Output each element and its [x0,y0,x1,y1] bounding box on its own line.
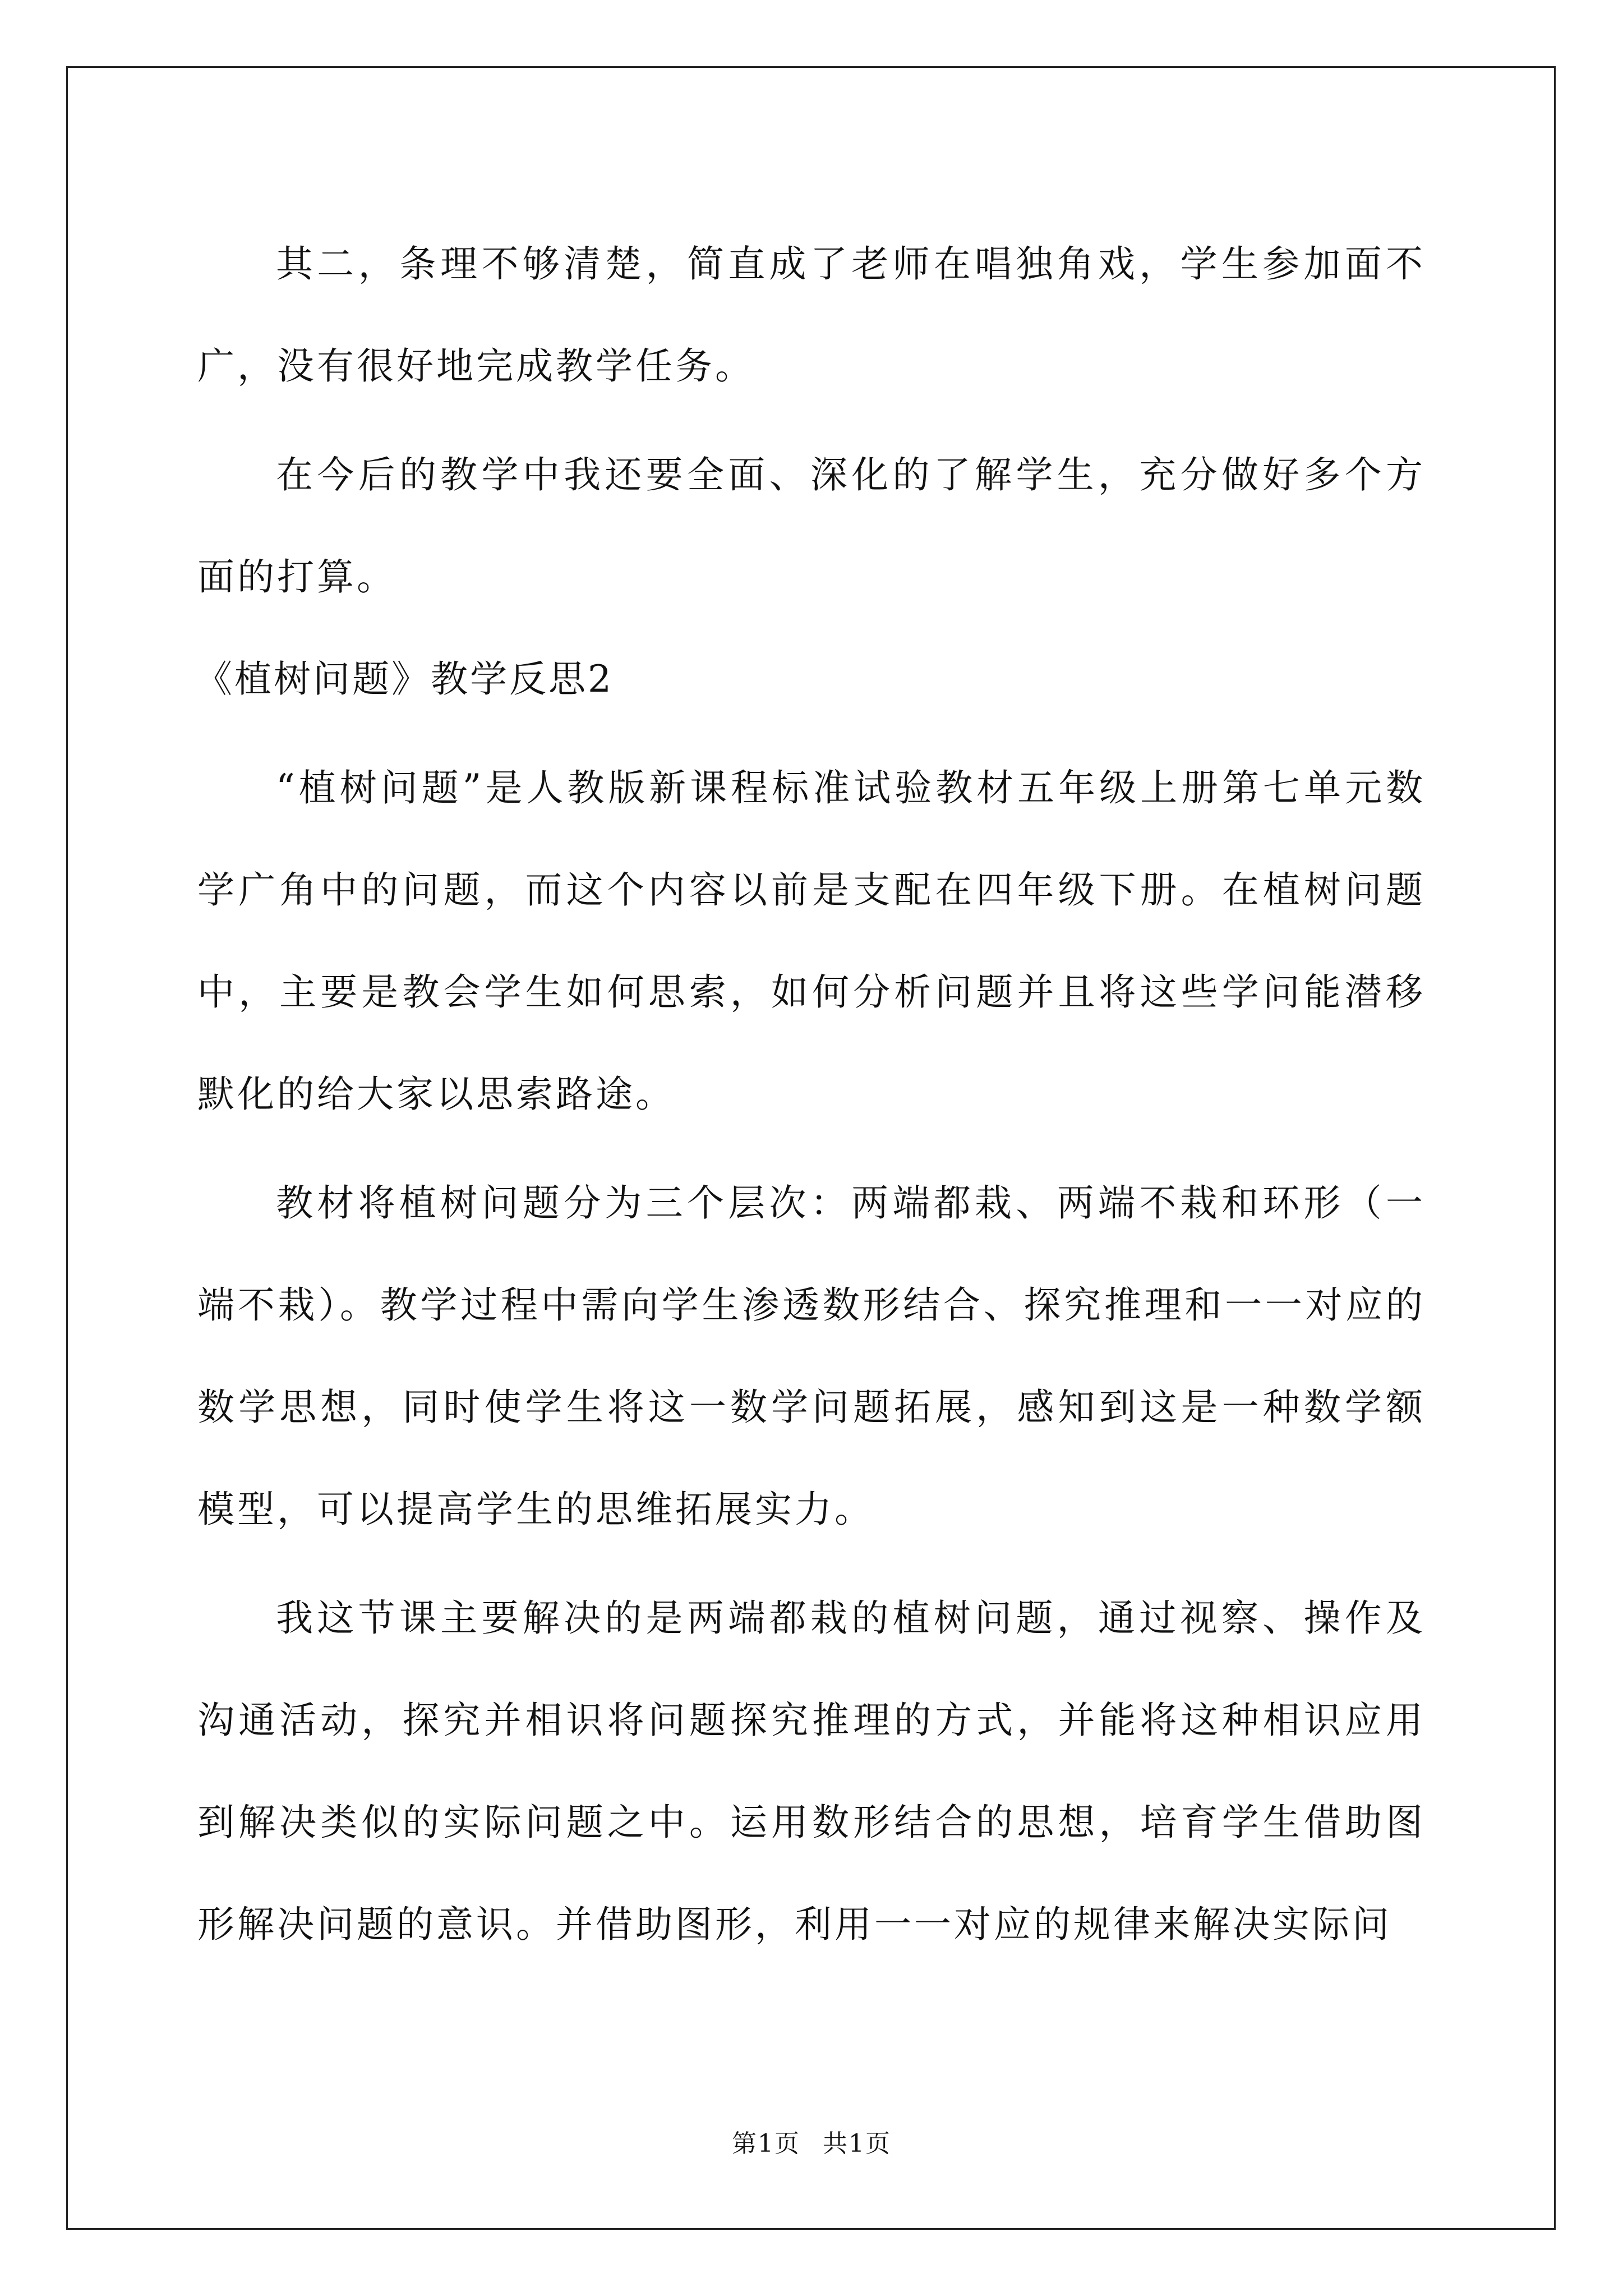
paragraph: “植树问题”是人教版新课程标准试验教材五年级上册第七单元数学广角中的问题，而这个内容以前是支配在四年级下册。在植树问题中，主要是教会学生如何思索，如何分析问题并且将这些学问能潜移默化的给大家以思索路途。 [197,766,1426,1116]
paragraph: 其二，条理不够清楚，简直成了老师在唱独角戏，学生参加面不广，没有很好地完成教学任务。 [197,242,1426,388]
paragraph: 教材将植树问题分为三个层次：两端都栽、两端不栽和环形（一端不栽）。教学过程中需向学生渗透数形结合、探究推理和一一对应的数学思想，同时使学生将这一数学问题拓展，感知到这是一种数学额模型，可以提高学生的思维拓展实力。 [197,1181,1426,1531]
section-heading: 《植树问题》教学反思2 [195,657,614,701]
page-number: 第1页 [732,2129,800,2158]
paragraph: 我这节课主要解决的是两端都栽的植树问题，通过视察、操作及沟通活动，探究并相识将问题探究推理的方式，并能将这种相识应用到解决类似的实际问题之中。运用数形结合的思想，培育学生借助图形解决问题的意识。并借助图形，利用一一对应的规律来解决实际问 [197,1596,1426,1946]
paragraph: 在今后的教学中我还要全面、深化的了解学生，充分做好多个方面的打算。 [197,453,1426,599]
page-footer [0,2123,1623,2159]
page-count: 共1页 [823,2129,891,2158]
document-body [197,213,1426,1976]
